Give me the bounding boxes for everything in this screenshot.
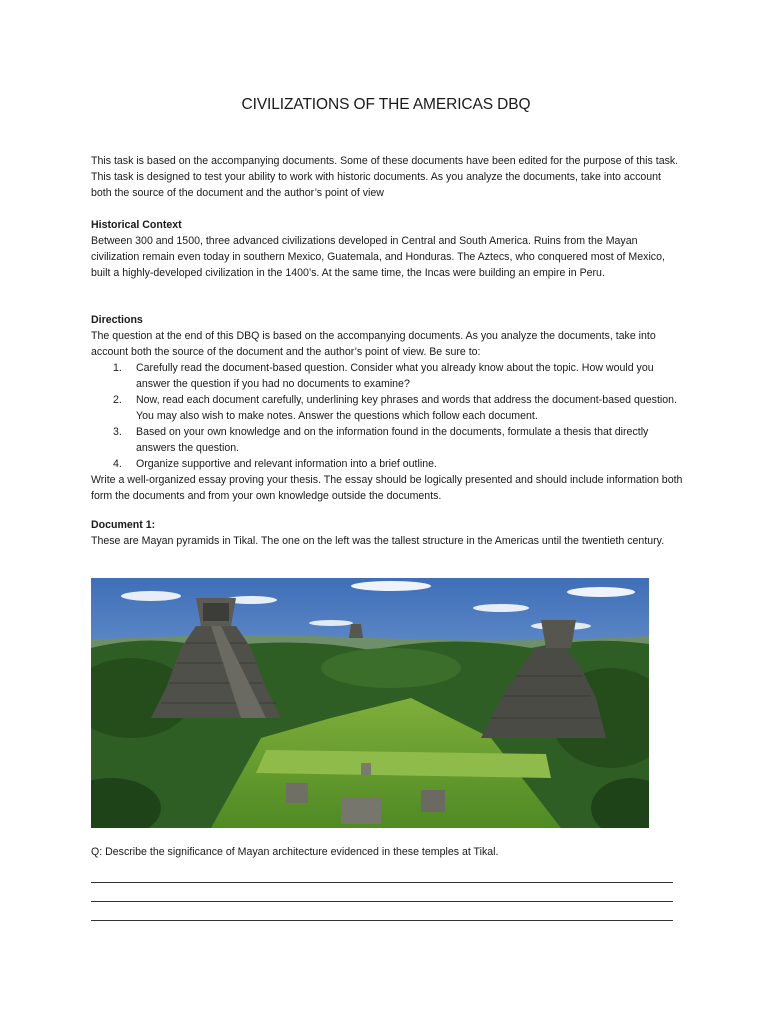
intro-text: This task is based on the accompanying documents. Some of these documents have been edited for the purpose of this task. This task is designed to test your ability to work with historic documents. As you analyze the documents, take into account both the source of the document and the author’s point of view <box>91 155 679 199</box>
answer-line[interactable] <box>91 920 673 921</box>
historical-context-section <box>91 217 683 281</box>
directions-text: The question at the end of this DBQ is based on the accompanying documents. As you analyze the documents, take into account both the source of the document and the author’s point of view. Be sure to: <box>91 330 656 358</box>
list-item: 3. Based on your own knowledge and on the information found in the documents, formulate a thesis that directly answers the question. <box>113 426 649 454</box>
question-text: Q: Describe the significance of Mayan architecture evidenced in these temples at Tikal. <box>91 846 499 858</box>
tikal-pyramids-photo <box>91 578 649 828</box>
answer-line[interactable] <box>91 882 673 883</box>
list-item: 4. Organize supportive and relevant information into a brief outline. <box>113 458 437 470</box>
intro-paragraph <box>91 153 683 201</box>
directions-closing: Write a well-organized essay proving your thesis. The essay should be logically presented and should include information both form the documents and from your own knowledge outside the documents. <box>91 474 683 502</box>
document-1-heading: Document 1: <box>91 519 156 531</box>
historical-context-text: Between 300 and 1500, three advanced civilizations developed in Central and South America. Ruins from the Mayan civilization remain even today in southern Mexico, Guatemala, and Honduras. The Aztecs, who conquered most of Mexico, built a highly-developed civilization in the 1400’s. At the same time, the Incas were building an empire in Peru. <box>91 235 665 279</box>
directions-section <box>91 312 683 504</box>
historical-context-heading: Historical Context <box>91 219 182 231</box>
directions-heading: Directions <box>91 314 143 326</box>
list-item: 2. Now, read each document carefully, underlining key phrases and words that address the document-based question. You may also wish to make notes. Answer the questions which follow each document. <box>113 394 677 422</box>
list-item: 1. Carefully read the document-based question. Consider what you already know about the topic. How would you answer the question if you had no documents to examine? <box>113 362 654 390</box>
page-title: CIVILIZATIONS OF THE AMERICAS DBQ <box>241 96 531 113</box>
directions-list <box>91 360 683 472</box>
document-1-section <box>91 517 683 549</box>
answer-lines <box>91 882 673 939</box>
document-1-text: These are Mayan pyramids in Tikal. The one on the left was the tallest structure in the Americas until the twentieth century. <box>91 535 665 547</box>
answer-line[interactable] <box>91 901 673 902</box>
